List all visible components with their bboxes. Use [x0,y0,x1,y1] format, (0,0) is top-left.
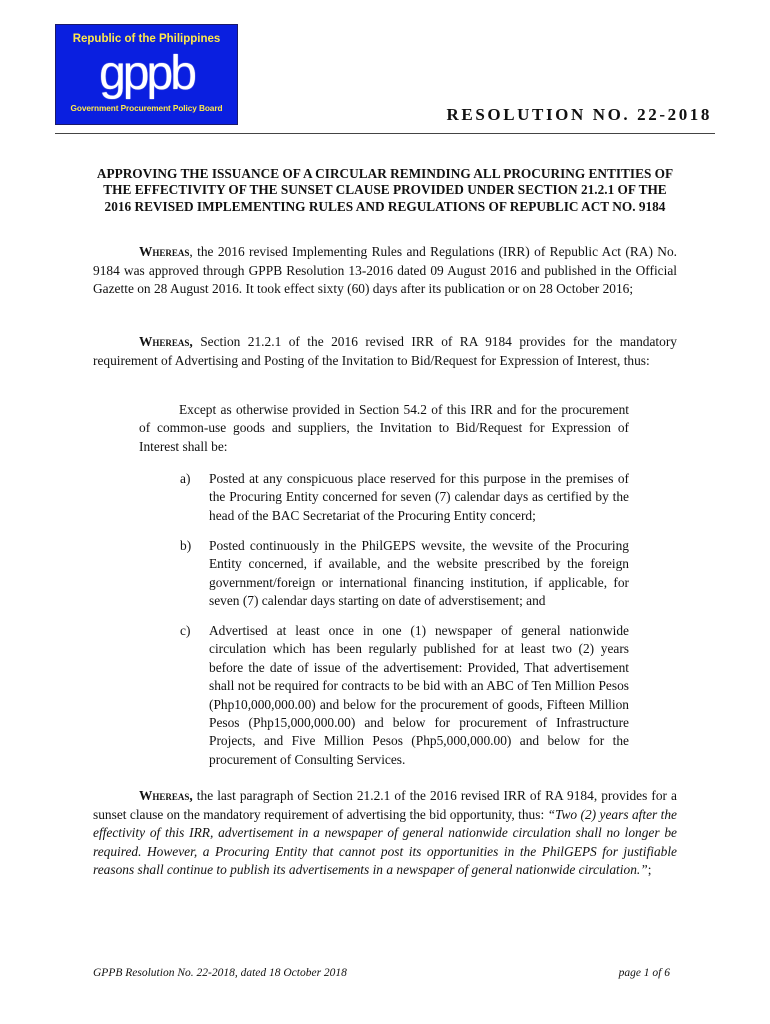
whereas-text-3: the last paragraph of Section 21.2.1 of the 2016 revised IRR of RA 9184, provides for a sunset clause on the mandatory requirement of advertising the bid opportunity, thus: [93,788,677,822]
quote-intro: Except as otherwise provided in Section 54.2 of this IRR and for the procurement of common-use goods and suppliers, the Invitation to Bid/Request for Expression of Interest shall be: [139,402,629,454]
list-item-text: Posted continuously in the PhilGEPS wevsite, the wevsite of the Procuring Entity concerned, if available, and the website prescribed by the foreign government/foreign or international financing institution, if applicable, for seven (7) calendar days starting on date of adverstisement; and [209,538,629,609]
list-item-label: a) [180,471,191,486]
whereas-lead-1: Whereas [139,244,190,259]
whereas-paragraph-2 [93,333,677,370]
whereas-paragraph-3 [93,787,677,880]
logo-top-text: Republic of the Philippines [72,33,221,45]
whereas-end-3: ; [647,862,652,878]
gppb-logo [55,24,238,125]
whereas-text-1: , the 2016 revised Implementing Rules and Regulations (IRR) of Republic Act (RA) No. 9184 was approved through GPPB Resolution 13-2016 dated 09 August 2016 and published in the Official Gazette on 28 August 2016. It took effect sixty (60) days after its publication or on 28 October 2016; [93,244,677,297]
list-item-label: c) [180,623,191,638]
list-item-label: b) [180,538,192,553]
list-item-text: Posted at any conspicuous place reserved for this purpose in the premises of the Procuring Entity concerned for seven (7) calendar days as certified by the head of the BAC Secretariat of the Procuring Entity concerd; [209,471,629,523]
whereas-lead-3: Whereas, [139,788,193,803]
logo-mark: gppb [99,47,194,100]
footer-citation: GPPB Resolution No. 22-2018, dated 18 October 2018 [93,967,347,979]
resolution-number: RESOLUTION NO. 22-2018 [446,105,712,124]
logo-bottom-text: Government Procurement Policy Board [70,103,223,113]
sunset-clause-quote: “Two (2) years after the effectivity of this IRR, advertisement in a newspaper of general nationwide circulation shall no longer be required. However, a Procuring Entity that cannot post its opportunities in the PhilGEPS for justifiable reasons shall continue to publish its advertisements in a newspaper of general nationwide circulation.” [93,806,677,878]
header-rule [55,133,715,134]
whereas-text-2: Section 21.2.1 of the 2016 revised IRR of RA 9184 provides for the mandatory requirement of Advertising and Posting of the Invitation to Bid/Request for Expression of Interest, thus: [93,334,677,368]
whereas-lead-2: Whereas, [139,334,193,349]
list-item-text: Advertised at least once in one (1) newspaper of general nationwide circulation which has been regularly published for at least two (2) years before the date of issue of the advertisement: Provided, That advertisement shall not be required for contracts to be bid with an ABC of Ten Million Pesos (Php10,000,000.00) and below for the procurement of goods, Fifteen Million Pesos (Php15,000,000.00) and below for procurement of Infrastructure Projects, and Five Million Pesos (Php5,000,000.00) and below for the procurement of Consulting Services. [209,623,629,767]
whereas-paragraph-1 [93,243,677,299]
document-title: APPROVING THE ISSUANCE OF A CIRCULAR REMINDING ALL PROCURING ENTITIES OF THE EFFECTIVITY OF THE SUNSET CLAUSE PROVIDED UNDER SECTION 21.2.1 OF THE 2016 REVISED IMPLEMENTING RULES AND REGULATIONS OF REPUBLIC ACT NO. 9184 [96,166,674,214]
page-number: page 1 of 6 [618,967,670,979]
